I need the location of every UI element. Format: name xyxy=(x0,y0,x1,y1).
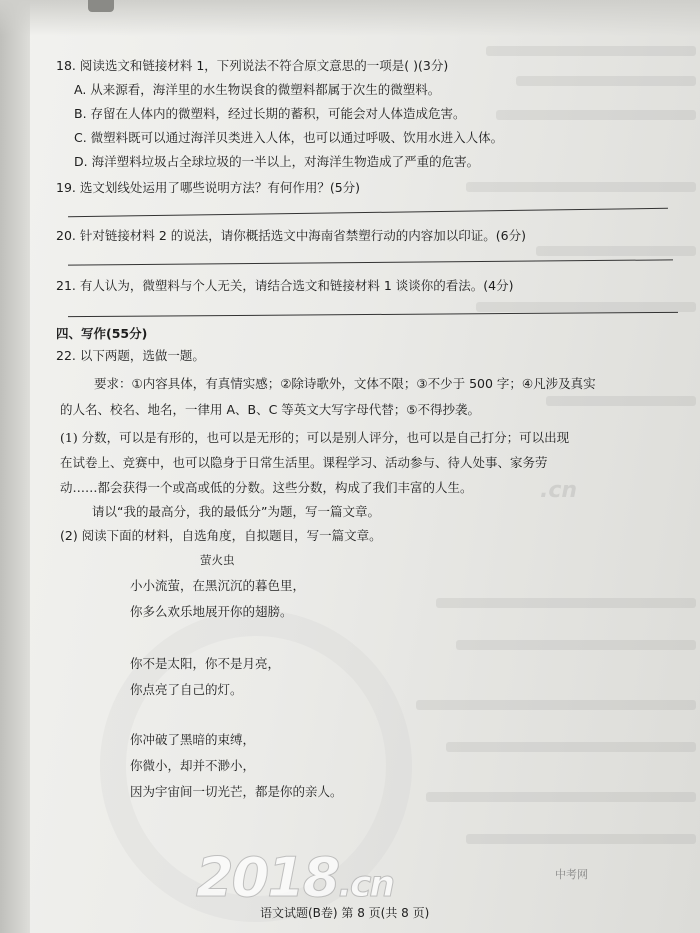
question-18-option-b: B. 存留在人体内的微塑料，经过长期的蓄积，可能会对人体造成危害。 xyxy=(74,106,466,121)
answer-line-20 xyxy=(68,259,673,265)
topic-1-line-3: 动……都会获得一个或高或低的分数。这些分数，构成了我们丰富的人生。 xyxy=(60,480,473,495)
bleed-mark xyxy=(436,598,696,608)
watermark-2018-number: 2018 xyxy=(196,846,339,909)
answer-line-21 xyxy=(68,312,678,317)
question-20: 20. 针对链接材料 2 的说法，请你概括选文中海南省禁塑行动的内容加以印证。(6分) xyxy=(56,228,526,243)
bleed-mark xyxy=(546,396,696,406)
page-footer: 语文试题(B卷) 第 8 页(共 8 页) xyxy=(260,906,430,920)
writing-requirements-line-1: 要求：①内容具体，有真情实感；②除诗歌外，文体不限；③不少于 500 字；④凡涉及真实 xyxy=(94,376,596,391)
bleed-mark xyxy=(416,700,696,710)
question-19: 19. 选文划线处运用了哪些说明方法？有何作用？(5分) xyxy=(56,180,361,195)
question-18-option-c: C. 微塑料既可以通过海洋贝类进入人体，也可以通过呼吸、饮用水进入人体。 xyxy=(74,130,504,145)
bleed-mark xyxy=(476,302,696,312)
writing-requirements-line-2: 的人名、校名、地名，一律用 A、B、C 等英文大写字母代替；⑤不得抄袭。 xyxy=(60,402,481,417)
bleed-mark xyxy=(426,792,696,802)
poem-line-7: 因为宇宙间一切光芒，都是你的亲人。 xyxy=(130,784,343,799)
question-21: 21. 有人认为，微塑料与个人无关，请结合选文和链接材料 1 谈谈你的看法。(4分) xyxy=(56,278,514,293)
bleed-mark xyxy=(446,742,696,752)
binder-clip xyxy=(88,0,114,12)
watermark-cn: .cn xyxy=(540,478,578,503)
poem-line-6: 你微小，却并不渺小， xyxy=(130,758,256,773)
watermark-2018 xyxy=(196,848,461,908)
bleed-mark xyxy=(536,246,696,256)
bleed-mark xyxy=(466,834,696,844)
question-18-option-d: D. 海洋塑料垃圾占全球垃圾的一半以上，对海洋生物造成了严重的危害。 xyxy=(74,154,480,169)
bleed-mark xyxy=(466,182,696,192)
bleed-mark xyxy=(456,640,696,650)
poem-line-4: 你点亮了自己的灯。 xyxy=(130,682,243,697)
topic-1-line-2: 在试卷上、竞赛中，也可以隐身于日常生活里。课程学习、活动参与、待人处事、家务劳 xyxy=(60,455,548,470)
bleed-mark xyxy=(516,76,696,86)
question-18-option-a: A. 从来源看，海洋里的水生物误食的微塑料都属于次生的微塑料。 xyxy=(74,82,441,97)
poem-line-2: 你多么欢乐地展开你的翅膀。 xyxy=(130,604,293,619)
question-18-title: 18. 阅读选文和链接材料 1，下列说法不符合原文意思的一项是( )(3分) xyxy=(56,58,449,73)
page-binding-shadow xyxy=(0,0,30,933)
topic-1-prompt: 请以“我的最高分，我的最低分”为题，写一篇文章。 xyxy=(92,504,380,519)
topic-1-line-1: (1) 分数，可以是有形的，也可以是无形的；可以是别人评分，也可以是自己打分；可以出现 xyxy=(60,430,570,445)
topic-2-intro: (2) 阅读下面的材料，自选角度，自拟题目，写一篇文章。 xyxy=(60,528,382,543)
poem-line-3: 你不是太阳，你不是月亮， xyxy=(130,656,281,671)
answer-line-19 xyxy=(68,208,668,217)
poem-line-5: 你冲破了黑暗的束缚， xyxy=(130,732,256,747)
question-22-title: 22. 以下两题，选做一题。 xyxy=(56,348,205,363)
bleed-mark xyxy=(496,110,696,120)
bleed-mark xyxy=(486,46,696,56)
watermark-2018-suffix: .cn xyxy=(338,864,393,905)
watermark-zhongkaowang: 中考网 xyxy=(555,868,588,881)
poem-line-1: 小小流萤，在黑沉沉的暮色里， xyxy=(130,578,306,593)
poem-title: 萤火虫 xyxy=(200,553,235,567)
writing-section-title: 四、写作(55分) xyxy=(56,326,148,341)
